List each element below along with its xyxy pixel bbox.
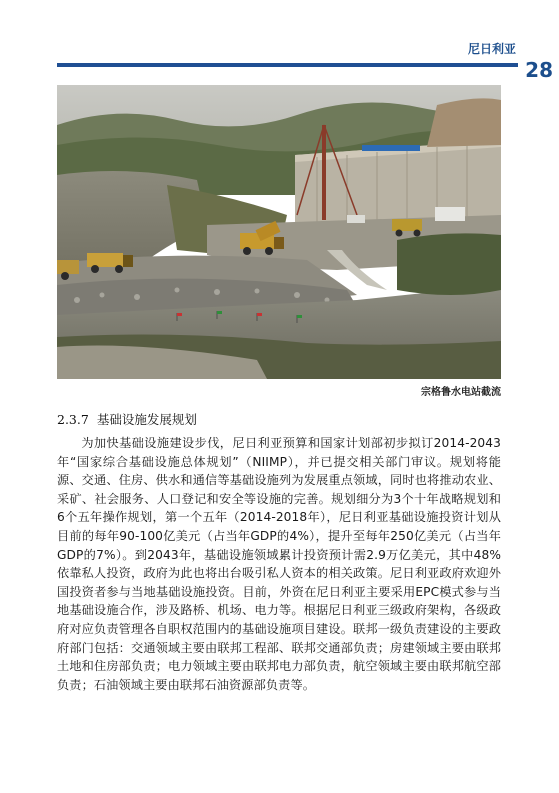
- body-paragraph: 为加快基础设施建设步伐，尼日利亚预算和国家计划部初步拟订2014-2043年“国家综合基础设施总体规划”（NIIMP），并已提交相关部门审议。规划将能源、交通、住房、供水和通信等基础设施列为发展重点领域，同时也将推动农业、采矿、社会服务、人口登记和安全等设施的完善。规划细分为3个十年战略规划和6个五年操作规划，第一个五年（2014-2018年），尼日利亚基础设施投资计划从目前的每年90-100亿美元（占当年GDP的4%），提升至每年250亿美元（占当年GDP的7%）。到2043年，基础设施领域累计投资预计需2.9万亿美元，其中48%依靠私人投资，政府为此也将出台吸引私人资本的相关政策。尼日利亚政府欢迎外国投资者参与当地基础设施投资。目前，外资在尼日利亚主要采用EPC模式参与当地基础设施合作，涉及路桥、机场、电力等。根据尼日利亚三级政府架构，各级政府对应负责管理各自职权范围内的基础设施项目建设。联邦一级负责建设的主要政府部门包括：交通领域主要由联邦工程部、联邦交通部负责；房建领域主要由联邦土地和住房部负责；电力领域主要由联邦电力部负责，航空领域主要由联邦航空部负责；石油领域主要由联邦石油资源部负责等。: [57, 436, 501, 692]
- section-number: 2.3.7: [57, 412, 89, 427]
- section-heading: [57, 410, 197, 428]
- header-country-name: 尼日利亚: [467, 42, 516, 56]
- header-divider: [57, 63, 518, 67]
- body-text: [57, 434, 501, 694]
- page-number: 28: [525, 58, 553, 82]
- figure-caption: 宗格鲁水电站截流: [421, 387, 501, 398]
- section-title: 基础设施发展规划: [96, 412, 197, 427]
- dam-construction-photo: [57, 85, 501, 379]
